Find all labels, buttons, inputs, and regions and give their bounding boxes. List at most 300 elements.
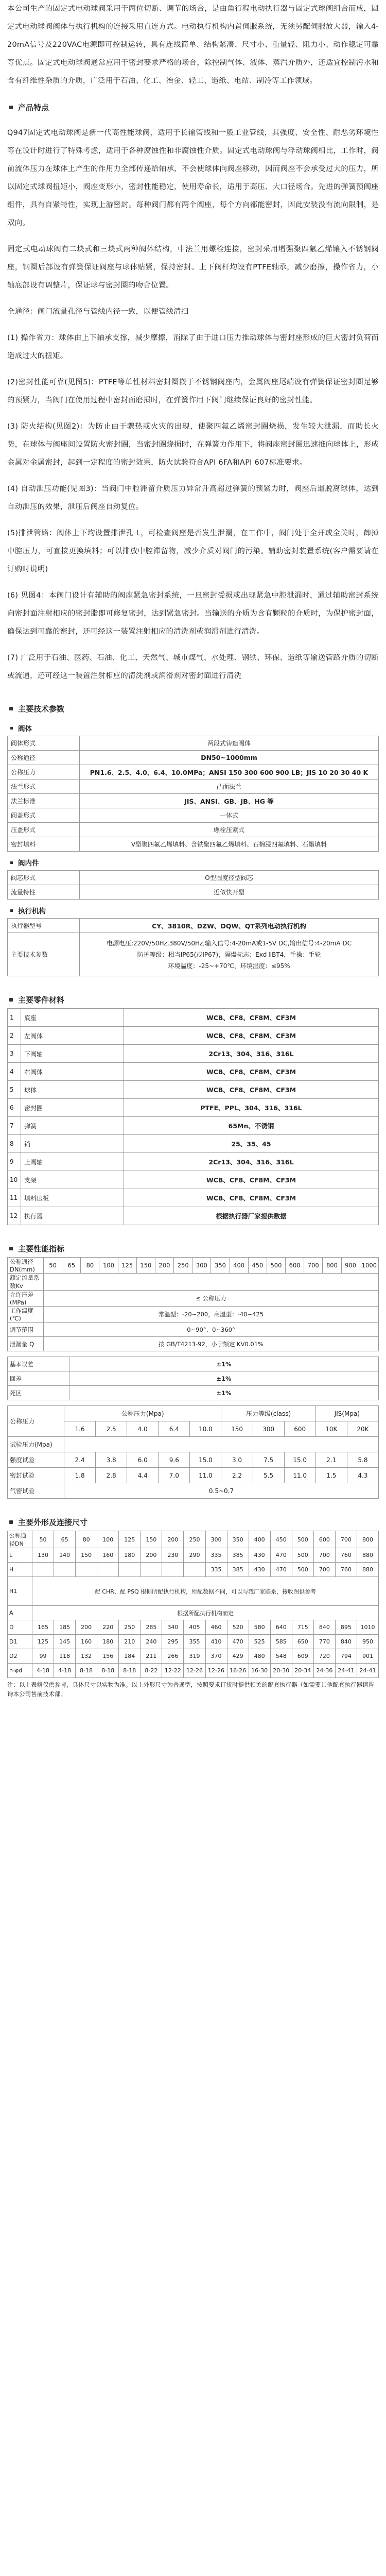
perf-value: 按 GB/T4213-92，小于额定 KV0.01% bbox=[44, 1337, 379, 1351]
table-row bbox=[8, 871, 379, 885]
dn-value: 600 bbox=[286, 1258, 304, 1274]
dim-value: 770 bbox=[313, 1635, 335, 1649]
dim-value: 220 bbox=[97, 1620, 119, 1635]
dim-value: 340 bbox=[162, 1620, 184, 1635]
dim-value: 470 bbox=[270, 1548, 292, 1563]
part-number: 10 bbox=[8, 1171, 21, 1189]
dn-value: 300 bbox=[192, 1258, 211, 1274]
dim-value: 500 bbox=[292, 1548, 313, 1563]
dim-value bbox=[119, 1563, 141, 1577]
body-subtitle bbox=[7, 720, 379, 736]
dim-value: 211 bbox=[141, 1649, 162, 1664]
table-row bbox=[8, 1452, 379, 1468]
pressure-test-value: 11.0 bbox=[190, 1468, 221, 1483]
dim-value: 1010 bbox=[357, 1620, 378, 1635]
part-number: 9 bbox=[8, 1153, 21, 1171]
dimensions-note: 注：以上表格仅供参考，具体尺寸以实物为准。以上外形尺寸为普通型，按照要求订货时提供相关的配套执行器（如需要其他配套执行器请咨询本公司售前技术部。 bbox=[7, 1681, 374, 1698]
dim-value: 405 bbox=[184, 1620, 205, 1635]
dim-value: 295 bbox=[162, 1635, 184, 1649]
dim-value bbox=[76, 1563, 97, 1577]
dim-value: 165 bbox=[32, 1620, 54, 1635]
dim-value: 240 bbox=[141, 1635, 162, 1649]
spec-label: 压盖形式 bbox=[8, 823, 80, 837]
dim-value: 880 bbox=[357, 1563, 378, 1577]
part-number: 12 bbox=[8, 1207, 21, 1225]
bullet-icon bbox=[9, 707, 13, 710]
pressure-blank bbox=[64, 1437, 379, 1452]
dim-value: 760 bbox=[335, 1548, 357, 1563]
table-row bbox=[8, 1606, 379, 1620]
dim-value bbox=[97, 1563, 119, 1577]
dim-value: 200 bbox=[141, 1548, 162, 1563]
pressure-test-value: 1.8 bbox=[64, 1468, 96, 1483]
dim-value: 根据所配执行机构而定 bbox=[32, 1606, 379, 1620]
dim-value: 350 bbox=[227, 1531, 249, 1548]
table-row bbox=[8, 1371, 379, 1386]
specs-title-text: 主要技术参数 bbox=[18, 704, 65, 714]
dim-value: 700 bbox=[335, 1531, 357, 1548]
part-number: 8 bbox=[8, 1135, 21, 1153]
pressure-grade: 4.0 bbox=[127, 1421, 159, 1437]
spec-label: 主要技术参数 bbox=[8, 933, 80, 976]
features-paragraph-10: (7) 广泛用于石油、医药、石油、化工、天然气、城市煤气、水处理、钢铁、环保、造纸等输送管路介质的切断或流通，还可经这一装置注射相应的清洗剂或润滑剂对密封面进行清洗 bbox=[7, 654, 379, 680]
dim-value: 100 bbox=[97, 1531, 119, 1548]
dn-value: 700 bbox=[304, 1258, 323, 1274]
dim-value: 640 bbox=[270, 1620, 292, 1635]
dim-label: H bbox=[8, 1563, 32, 1577]
pressure-test-value: 4.4 bbox=[127, 1468, 159, 1483]
table-row bbox=[8, 1027, 379, 1045]
table-row bbox=[8, 837, 379, 852]
table-row bbox=[8, 919, 379, 933]
spec-value bbox=[80, 933, 379, 976]
part-name: 填料压板 bbox=[21, 1189, 124, 1207]
dim-value bbox=[184, 1563, 205, 1577]
table-row bbox=[8, 1135, 379, 1153]
actuator-spec-table bbox=[7, 918, 379, 976]
spec-value: 凸面法兰 bbox=[80, 779, 379, 794]
dim-value: 160 bbox=[97, 1548, 119, 1563]
accuracy-label: 回差 bbox=[8, 1371, 69, 1386]
part-material: WCB、CF8、CF8M、CF3M bbox=[124, 1189, 379, 1207]
table-row bbox=[8, 1649, 379, 1664]
table-row bbox=[8, 1258, 379, 1274]
perf-label: 额定流量系数Kv bbox=[8, 1274, 44, 1291]
actuator-line: 环境温度：-25~+70℃，环境湿度：≤95% bbox=[168, 962, 290, 970]
performance-section-title bbox=[7, 1240, 379, 1257]
dim-value: 290 bbox=[184, 1548, 205, 1563]
dn-value: 200 bbox=[155, 1258, 173, 1274]
features-paragraph-5: (2)密封性能可靠(见图5)：PTFE等单性材料密封圈嵌于不锈钢阀座内，金属阀座尾端设有弹簧保证密封圈足够的预紧力，当阀门在使用过程中密封面磨损时，在弹簧作用下阀门继续保证良好的密封性能。 bbox=[7, 378, 379, 404]
dim-label: A bbox=[8, 1606, 32, 1620]
table-row bbox=[8, 1406, 379, 1421]
dim-value: 24-41 bbox=[357, 1664, 378, 1678]
dn-value: 1000 bbox=[360, 1258, 378, 1274]
pressure-test-value: 2.1 bbox=[315, 1452, 347, 1468]
features-paragraph-1: Q947固定式电动球阀是新一代高性能球阀，适用于长输管线和一般工业管线，其强度、安全性、耐恶劣环境性等在设计时进行了特殊考虑，适用于各种腐蚀性和非腐蚀性介质。固定式电动球阀与浮动球阀相比，工作时，阀前流体压力在球体上产生的作用力全部传递给轴承，不会使球体向阀座移动，因而阀座不会承受过大的压力，所以固定式球阀扭矩小，阀座变形小，密封性能稳定，使用寿命长，适用于高压、大口径场合。先进的弹簧预阀座组件，具有自紧特性，实现上游密封。每种阀门都有两个阀座，每个方向都能密封，因此安装没有流向限制，是双向。 bbox=[7, 129, 379, 227]
accuracy-value: ±1% bbox=[69, 1386, 379, 1400]
dim-value: 250 bbox=[184, 1531, 205, 1548]
dim-value: 80 bbox=[76, 1531, 97, 1548]
dn-value: 250 bbox=[174, 1258, 192, 1274]
dim-label: n-φd bbox=[8, 1664, 32, 1678]
spec-label: 阀盖形式 bbox=[8, 808, 80, 823]
part-name: 球体 bbox=[21, 1081, 124, 1099]
perf-label: 调节范围 bbox=[8, 1323, 44, 1337]
dim-value: 12-22 bbox=[162, 1664, 184, 1678]
pressure-test-label: 密封试验 bbox=[8, 1468, 64, 1483]
dim-label: D1 bbox=[8, 1635, 32, 1649]
bullet-icon bbox=[10, 727, 13, 730]
spec-label: 执行器型号 bbox=[8, 919, 80, 933]
dim-value: 480 bbox=[249, 1649, 270, 1664]
table-row bbox=[8, 1307, 379, 1323]
dim-value bbox=[32, 1563, 54, 1577]
table-row bbox=[8, 823, 379, 837]
pressure-test-value: 5.5 bbox=[253, 1468, 284, 1483]
dim-value: 410 bbox=[205, 1635, 227, 1649]
spec-value: PN1.6、2.5、4.0、6.4、10.0MPa；ANSI 150 300 600 900 LB；JIS 10 20 30 40 K bbox=[80, 765, 379, 779]
dimensions-section-title bbox=[7, 1513, 379, 1531]
dim-value: 700 bbox=[313, 1548, 335, 1563]
spec-value: DN50~1000mm bbox=[80, 751, 379, 765]
dim-value: 335 bbox=[205, 1548, 227, 1563]
dim-value: 4-18 bbox=[54, 1664, 76, 1678]
part-number: 6 bbox=[8, 1099, 21, 1117]
dim-value: 430 bbox=[249, 1563, 270, 1577]
part-name: 销 bbox=[21, 1135, 124, 1153]
actuator-subtitle-text: 执行机构 bbox=[18, 907, 46, 916]
dim-value bbox=[54, 1563, 76, 1577]
part-material: 2Cr13、304、316、316L bbox=[124, 1045, 379, 1063]
pressure-label-col: 公称压力 bbox=[8, 1406, 64, 1437]
table-row bbox=[8, 808, 379, 823]
dim-value: 200 bbox=[76, 1620, 97, 1635]
table-row bbox=[8, 1291, 379, 1307]
pressure-test-value: 2.4 bbox=[64, 1452, 96, 1468]
dim-value: 16-26 bbox=[227, 1664, 249, 1678]
dn-value: 65 bbox=[62, 1258, 81, 1274]
perf-value bbox=[44, 1274, 379, 1291]
table-row bbox=[8, 1437, 379, 1452]
dim-value: 400 bbox=[249, 1531, 270, 1548]
part-number: 4 bbox=[8, 1063, 21, 1081]
table-row bbox=[8, 1577, 379, 1606]
pressure-test-value: 1.5 bbox=[315, 1468, 347, 1483]
actuator-line: 电源电压:220V/50Hz,380V/50Hz,输入信号:4-20mA或1-5V DC,输出信号:4-20mA DC bbox=[106, 939, 352, 947]
pressure-grade: 300 bbox=[253, 1421, 284, 1437]
dim-value: 16-30 bbox=[249, 1664, 270, 1678]
dim-value: 500 bbox=[292, 1563, 313, 1577]
bullet-icon bbox=[9, 1247, 13, 1250]
features-paragraph-7: (4) 自动泄压功能(见图3)：当阀门中腔滞留介质压力异常升高超过弹簧的预紧力时，阀座后退脱离球体，达到自动泄压的效果，泄压后阀座自动复位。 bbox=[7, 485, 379, 511]
part-number: 3 bbox=[8, 1045, 21, 1063]
dn-value: 125 bbox=[118, 1258, 136, 1274]
table-row bbox=[8, 1274, 379, 1291]
intro-paragraph: 本公司生产的固定式电动球阀采用于两位切断、调节的场合，是由角行程电动执行器与固定式球阀组合而成，固定式电动球阀阀体与执行机构的连接采用直连方式。电动执行机构内置伺服系统，无须另配伺服放大器，输入4-20mA信号及220VAC电源即可控制运转，具有连线简单、结构紧凑、尺寸小、重量轻、阻力小、动作稳定可靠等优点。固定式电动球阀通常应用于密封要求严格的场合，除控制气体、液体、蒸汽介质外，还适宜控制污水和含有纤维性杂质的介质，广泛用于石油、化工、冶金、轻工、造纸、电站、制冷等工作领域。 bbox=[7, 5, 379, 85]
features-paragraph-9: (6) 见图4：本阀门设计有辅助的阀座紧急密封系统，一旦密封受损或出现紧急中腔泄漏时，通过辅助密封系统向密封面注射相应的密封脂即可修复密封，达到紧急密封。当输送的介质为含有颗粒的介质时，为保护密封面，确保达到可靠的密封，还可经这一装置注射相应的清洗剂或润滑剂进行清洗。 bbox=[7, 591, 379, 636]
dim-value: 585 bbox=[270, 1635, 292, 1649]
table-row bbox=[8, 1207, 379, 1225]
table-row bbox=[8, 1153, 379, 1171]
spec-value: CY、3810R、DZW、DQW、QT系列电动执行机构 bbox=[80, 919, 379, 933]
part-name: 下阀轴 bbox=[21, 1045, 124, 1063]
dim-value: 130 bbox=[32, 1548, 54, 1563]
dim-value: 460 bbox=[205, 1620, 227, 1635]
pressure-test-value: 5.8 bbox=[347, 1452, 378, 1468]
dim-value: 470 bbox=[270, 1563, 292, 1577]
dim-value: 230 bbox=[162, 1548, 184, 1563]
dim-value: 200 bbox=[162, 1531, 184, 1548]
table-row bbox=[8, 1171, 379, 1189]
spec-label: 公称通径 bbox=[8, 751, 80, 765]
bullet-icon bbox=[9, 106, 13, 109]
pressure-test-label: 强度试验 bbox=[8, 1452, 64, 1468]
dim-value: 266 bbox=[162, 1649, 184, 1664]
accuracy-label: 基本误差 bbox=[8, 1357, 69, 1371]
dim-label: D2 bbox=[8, 1649, 32, 1664]
performance-title-text: 主要性能指标 bbox=[18, 1244, 65, 1253]
dim-value: 760 bbox=[335, 1563, 357, 1577]
part-name: 右阀体 bbox=[21, 1063, 124, 1081]
pressure-test-value: 3.0 bbox=[221, 1452, 253, 1468]
dim-value: 8-18 bbox=[119, 1664, 141, 1678]
spec-label: 阀芯形式 bbox=[8, 871, 80, 885]
part-material: WCB、CF8、CF8M、CF3M bbox=[124, 1009, 379, 1027]
part-number: 11 bbox=[8, 1189, 21, 1207]
actuator-subtitle bbox=[7, 903, 379, 918]
dim-value: 319 bbox=[184, 1649, 205, 1664]
part-material: PTFE、PPL、304、316、316L bbox=[124, 1099, 379, 1117]
perf-value: ≤ 公称压力 bbox=[44, 1291, 379, 1307]
table-row bbox=[8, 1468, 379, 1483]
pressure-test-value: 11.0 bbox=[284, 1468, 315, 1483]
spec-value: JIS、ANSI、GB、JB、HG 等 bbox=[80, 794, 379, 808]
table-row bbox=[8, 1635, 379, 1649]
dim-value: 160 bbox=[76, 1635, 97, 1649]
table-row bbox=[8, 885, 379, 900]
dim-value bbox=[141, 1563, 162, 1577]
dim-value: 8-18 bbox=[76, 1664, 97, 1678]
features-paragraph-3: 全通径：阀门流量孔径与管线内径一致，以便管线清扫 bbox=[7, 308, 189, 316]
dim-value: 650 bbox=[292, 1635, 313, 1649]
internal-subtitle-text: 阀内件 bbox=[18, 859, 39, 868]
dim-value: 132 bbox=[76, 1649, 97, 1664]
dim-value: 20-30 bbox=[270, 1664, 292, 1678]
dim-value: 840 bbox=[313, 1620, 335, 1635]
internal-subtitle bbox=[7, 855, 379, 870]
dim-value: 156 bbox=[97, 1649, 119, 1664]
pressure-head-mpa: 公称压力(Mpa) bbox=[64, 1406, 221, 1421]
dim-value: 715 bbox=[292, 1620, 313, 1635]
specs-section-title bbox=[7, 700, 379, 717]
table-row bbox=[8, 779, 379, 794]
part-name: 执行器 bbox=[21, 1207, 124, 1225]
dim-value: 895 bbox=[335, 1620, 357, 1635]
dim-label: L bbox=[8, 1548, 32, 1563]
table-row bbox=[8, 1009, 379, 1027]
dim-value: 300 bbox=[205, 1531, 227, 1548]
dim-value: 20-34 bbox=[292, 1664, 313, 1678]
dim-value: 150 bbox=[76, 1548, 97, 1563]
spec-label: 阀体形式 bbox=[8, 736, 80, 751]
actuator-line: 防护等级：相当IP65(或IP67)，隔爆标志：Exd ⅡBT4，手操：手轮 bbox=[137, 951, 321, 958]
pressure-test-value: 15.0 bbox=[190, 1452, 221, 1468]
pressure-grade: 10.0 bbox=[190, 1421, 221, 1437]
dim-value: 210 bbox=[119, 1635, 141, 1649]
dim-value bbox=[162, 1563, 184, 1577]
features-paragraph-2: 固定式电动球阀有二块式和三块式两种阀体结构，中法兰用螺栓连接，密封采用增强聚四氟乙烯镶入不锈钢阀座，钢圈后部设有弹簧保证阀座与球体贴紧，保持密封。上下阀杆均设有PTFE轴承，减少磨擦，操作省力，小轴底部设有调整片，保证球与密封圈的吻合位置。 bbox=[7, 245, 379, 290]
spec-label: 流量特性 bbox=[8, 885, 80, 900]
dim-value: 385 bbox=[227, 1548, 249, 1563]
table-row bbox=[8, 1563, 379, 1577]
pressure-grade: 150 bbox=[221, 1421, 253, 1437]
table-row bbox=[8, 794, 379, 808]
features-title-text: 产品特点 bbox=[18, 103, 49, 112]
pressure-head-jis: JIS(Mpa) bbox=[315, 1406, 378, 1421]
dn-value: 800 bbox=[323, 1258, 341, 1274]
dim-value: 12-26 bbox=[205, 1664, 227, 1678]
pressure-test-value: 15.0 bbox=[284, 1452, 315, 1468]
dim-value: 285 bbox=[141, 1620, 162, 1635]
dim-value: 840 bbox=[335, 1635, 357, 1649]
spec-label: 密封填料 bbox=[8, 837, 80, 852]
pressure-test-value: 2.8 bbox=[96, 1468, 127, 1483]
dim-value: 125 bbox=[32, 1635, 54, 1649]
table-row bbox=[8, 1099, 379, 1117]
dn-value: 900 bbox=[341, 1258, 360, 1274]
features-paragraph-6: (3) 防火结构(见图2)：为防止由于骤热或火灾的出现，使聚四氟乙烯密封圈烧损，发生较大泄漏，而助长火势，在球体与阀座间设置防火密封圈，当密封圈烧损时，在弹簧力作用下，将阀座密封圈迅速推向球体上，形成金属对金属密封，起到一定程度的密封效果，防火试验符合API 6FA和API 607标准要求。 bbox=[7, 422, 379, 467]
dim-value: 配 CHR、配 PSQ 根据所配执行机构，所配数据不同，可以与我厂家联系，接收图供参考 bbox=[32, 1577, 379, 1606]
features-paragraph-4: (1) 操作省力：球体由上下轴承支撑，减少摩擦，消除了由于进口压力推动球体与密封座形成的巨大密封负荷而造成过大的扭矩。 bbox=[7, 334, 379, 360]
dim-value: 250 bbox=[119, 1620, 141, 1635]
pressure-test-value: 7.0 bbox=[159, 1468, 190, 1483]
dim-value: 24-41 bbox=[335, 1664, 357, 1678]
dim-value: 385 bbox=[227, 1563, 249, 1577]
features-section-title bbox=[7, 98, 379, 116]
dim-value: 609 bbox=[292, 1649, 313, 1664]
dim-label: D bbox=[8, 1620, 32, 1635]
spec-value: 一体式 bbox=[80, 808, 379, 823]
table-row bbox=[8, 1357, 379, 1371]
bullet-icon bbox=[9, 1520, 13, 1524]
dn-value: 450 bbox=[248, 1258, 267, 1274]
perf-label: 工作温度(℃) bbox=[8, 1307, 44, 1323]
table-row bbox=[8, 1045, 379, 1063]
dim-value: 430 bbox=[249, 1548, 270, 1563]
dim-value: 8-22 bbox=[141, 1664, 162, 1678]
pressure-test-value: 4.3 bbox=[347, 1468, 378, 1483]
table-row bbox=[8, 1189, 379, 1207]
dn-label: 公称通径DN(mm) bbox=[8, 1258, 44, 1274]
dimensions-table bbox=[7, 1531, 379, 1678]
bullet-icon bbox=[10, 861, 13, 864]
dim-value: 901 bbox=[357, 1649, 378, 1664]
dim-value: 950 bbox=[357, 1635, 378, 1649]
perf-label: 允许压差(MPa) bbox=[8, 1291, 44, 1307]
dim-value: 4-18 bbox=[32, 1664, 54, 1678]
part-material: WCB、CF8、CF8M、CF3M bbox=[124, 1063, 379, 1081]
internal-spec-table bbox=[7, 870, 379, 900]
part-material: 25、35、45 bbox=[124, 1135, 379, 1153]
pressure-test-value: 6.0 bbox=[127, 1452, 159, 1468]
spec-value: O型圆度径型阀芯 bbox=[80, 871, 379, 885]
table-row bbox=[8, 751, 379, 765]
spec-label: 法兰标准 bbox=[8, 794, 80, 808]
table-row bbox=[8, 765, 379, 779]
table-row bbox=[8, 1081, 379, 1099]
table-row bbox=[8, 1620, 379, 1635]
table-row bbox=[8, 1337, 379, 1351]
pressure-head-class: 压力等级(class) bbox=[221, 1406, 315, 1421]
pressure-row-label: 试验压力(Mpa) bbox=[8, 1437, 64, 1452]
table-row bbox=[8, 1063, 379, 1081]
pressure-grade: 6.4 bbox=[159, 1421, 190, 1437]
part-name: 左阀体 bbox=[21, 1027, 124, 1045]
dim-value: 525 bbox=[249, 1635, 270, 1649]
dim-value: 180 bbox=[119, 1548, 141, 1563]
dim-value: 800 bbox=[357, 1531, 378, 1548]
dim-value: 520 bbox=[227, 1620, 249, 1635]
dim-value: 450 bbox=[270, 1531, 292, 1548]
part-material: WCB、CF8、CF8M、CF3M bbox=[124, 1171, 379, 1189]
spec-value: 两段式铸造阀体 bbox=[80, 736, 379, 751]
pressure-grade: 20K bbox=[347, 1421, 378, 1437]
pressure-test-value: 2.2 bbox=[221, 1468, 253, 1483]
dn-value: 350 bbox=[211, 1258, 230, 1274]
part-name: 支架 bbox=[21, 1171, 124, 1189]
part-name: 底座 bbox=[21, 1009, 124, 1027]
pressure-grade: 1.6 bbox=[64, 1421, 96, 1437]
table-row bbox=[8, 1117, 379, 1135]
spec-value: V型聚四氟乙烯填料、含铁聚四氟乙烯填料、石棉浸四氟填料、石墨填料 bbox=[80, 837, 379, 852]
table-row bbox=[8, 1386, 379, 1400]
perf-label: 泄漏量 Q bbox=[8, 1337, 44, 1351]
dim-value: 184 bbox=[119, 1649, 141, 1664]
table-row bbox=[8, 1531, 379, 1548]
dim-value: 118 bbox=[54, 1649, 76, 1664]
pressure-grade: 600 bbox=[284, 1421, 315, 1437]
pressure-grade: 2.5 bbox=[96, 1421, 127, 1437]
table-row bbox=[8, 933, 379, 976]
dim-value: 470 bbox=[227, 1635, 249, 1649]
bullet-icon bbox=[9, 998, 13, 1002]
dim-value: 355 bbox=[184, 1635, 205, 1649]
dim-value: 720 bbox=[313, 1649, 335, 1664]
accuracy-table bbox=[7, 1357, 379, 1400]
dimensions-title-text: 主要外形及连接尺寸 bbox=[18, 1517, 88, 1527]
part-number: 5 bbox=[8, 1081, 21, 1099]
accuracy-label: 死区 bbox=[8, 1386, 69, 1400]
dim-value: 500 bbox=[292, 1531, 313, 1548]
accuracy-value: ±1% bbox=[69, 1357, 379, 1371]
dim-value: 65 bbox=[54, 1531, 76, 1548]
part-material: 根据执行器厂家提供数据 bbox=[124, 1207, 379, 1225]
pressure-table bbox=[7, 1405, 379, 1499]
materials-section-title bbox=[7, 991, 379, 1008]
perf-value: 0~90°、0~360° bbox=[44, 1323, 379, 1337]
spec-value: 螺栓压紧式 bbox=[80, 823, 379, 837]
dn-value: 100 bbox=[99, 1258, 118, 1274]
dn-value: 500 bbox=[267, 1258, 285, 1274]
dim-value: 12-26 bbox=[184, 1664, 205, 1678]
dim-value: 140 bbox=[54, 1548, 76, 1563]
features-paragraph-8: (5)排泄管路：阀体上下均设置排泄孔 L，可检查阀座是否发生泄漏，在工作中，阀门处于全开或全关时，卸掉中腔压力，可直接更换填料；可以排放中腔滞留物，减少介质对阀门的污染。辅助密封装置系统(客户需要请在订购时说明) bbox=[7, 529, 379, 573]
dim-label: H1 bbox=[8, 1577, 32, 1606]
dim-value: 150 bbox=[141, 1531, 162, 1548]
part-name: 密封圈 bbox=[21, 1099, 124, 1117]
part-name: 上阀轴 bbox=[21, 1153, 124, 1171]
